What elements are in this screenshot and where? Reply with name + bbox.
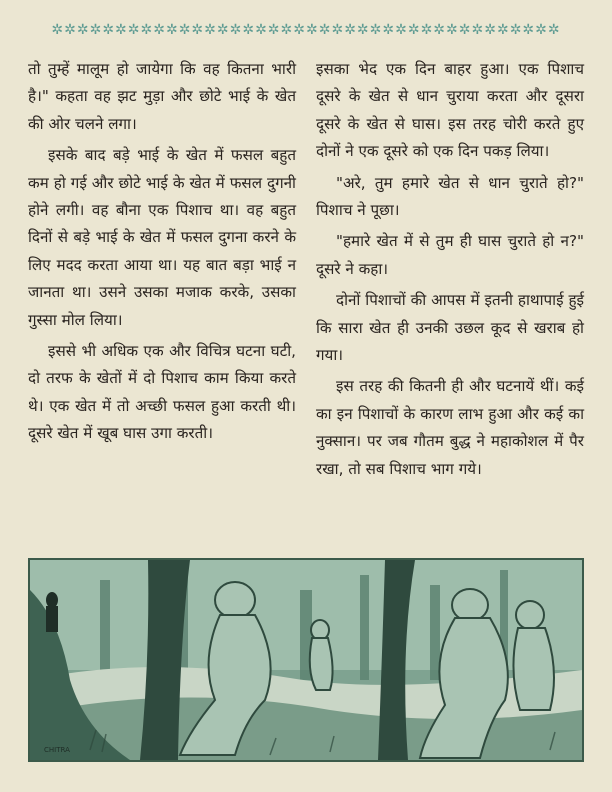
paragraph: दोनों पिशाचों की आपस में इतनी हाथापाई हुई कि सारा खेत ही उनकी उछल कूद से खराब हो गया। [316,291,584,365]
artist-signature: CHITRA [44,746,70,754]
paragraph: "अरे, तुम हमारे खेत से धान चुराते हो?" पिशाच ने पूछा। [316,173,584,220]
forest-illustration [28,558,584,762]
right-column [316,56,584,546]
paragraph: "हमारे खेत में से तुम ही घास चुराते हो न?" दूसरे ने कहा। [316,232,584,278]
paragraph: इस तरह की कितनी ही और घटनायें थीं। कई का इन पिशाचों के कारण लाभ हुआ और कई का नुक्सान। पर जब गौतम बुद्ध ने महाकोशल में पैर रखा, तो सब पिशाच भाग गये। [316,377,584,478]
paragraph: इसका भेद एक दिन बाहर हुआ। एक पिशाच दूसरे के खेत से धान चुराया करता और दूसरा दूसरे के खेत से घास। इस तरह चोरी करते हुए दोनों ने एक दूसरे को एक दिन पकड़ लिया। [316,60,584,161]
illustration-art [30,560,582,760]
paragraph: इसके बाद बड़े भाई के खेत में फसल बहुत कम हो गई और छोटे भाई के खेत में फसल दुगनी होने लगी। वह बौना एक पिशाच था। वह बहुत दिनों से बड़े भाई के खेत में फसल दुगना करने के लिए मदद करता आया था। यह बात बड़ा भाई न जानता था। उसने उसका मजाक करके, उसका गुस्सा मोल लिया। [28,146,296,329]
paragraph: इससे भी अधिक एक और विचित्र घटना घटी, दो तरफ के खेतों में दो पिशाच काम किया करते थे। एक खेत में तो अच्छी फसल हुआ करती थी। दूसरे खेत में खूब घास उगा करती। [28,342,296,443]
paragraph: तो तुम्हें मालूम हो जायेगा कि वह कितना भारी है।" कहता वह झट मुड़ा और छोटे भाई के खेत की ओर चलने लगा। [28,60,296,133]
left-column [28,56,296,546]
text-columns [28,56,584,546]
decorative-top-border: ✲✲✲✲✲✲✲✲✲✲✲✲✲✲✲✲✲✲✲✲✲✲✲✲✲✲✲✲✲✲✲✲✲✲✲✲✲✲✲✲ [51,22,561,38]
